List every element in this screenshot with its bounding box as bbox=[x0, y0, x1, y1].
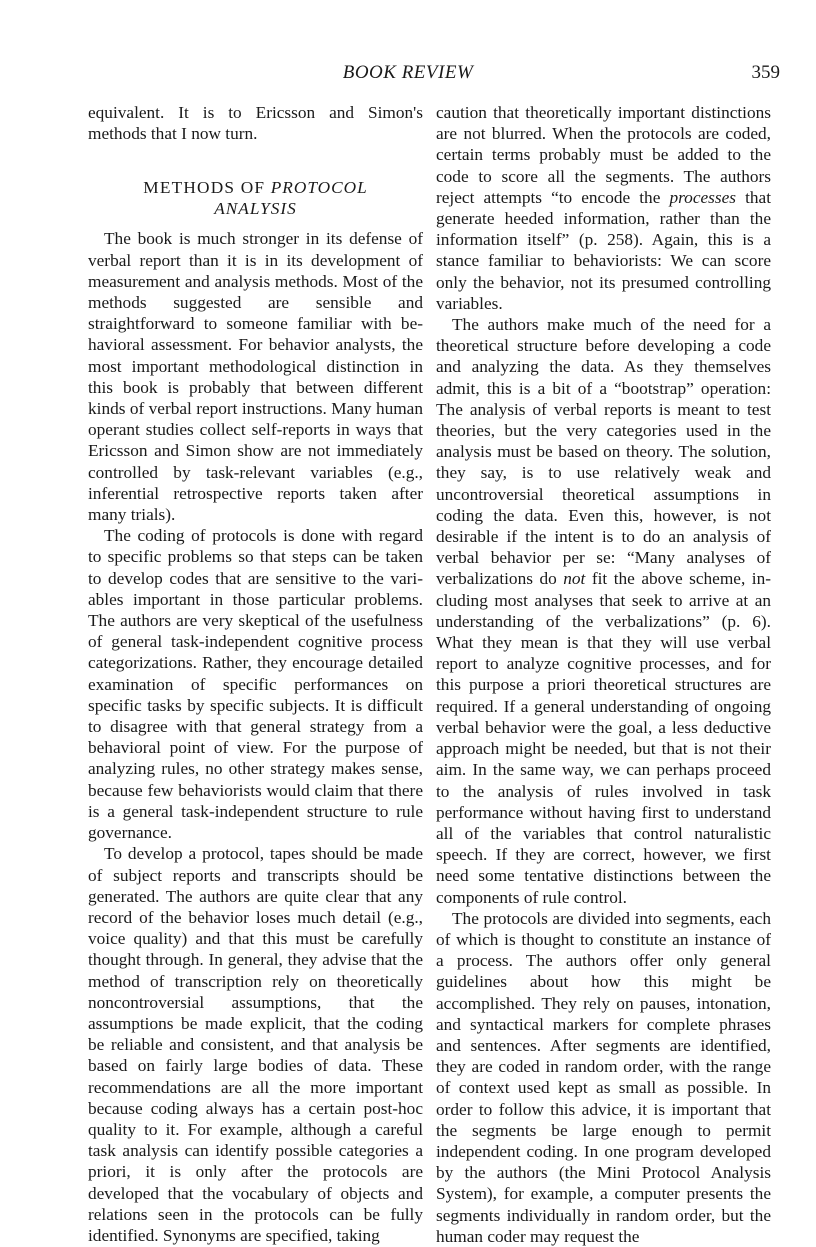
section-heading bbox=[88, 177, 423, 219]
paragraph bbox=[436, 314, 771, 908]
heading-part-3: ANALYSIS bbox=[214, 199, 297, 219]
paragraph: The protocols are divided into segments, each of which is thought to constitute an instance of a process. The authors offer only general guidelines about how this might be accomplished. They rely on pauses, intonation, and syntactical markers for complete phrases and sentences. After segments are identified, they are coded in random order, with the range of context used kept as small as possible. In order to follow this advice, it is important that the segments be large enough to permit independent coding. In one program developed by the authors (the Mini Protocol Analysis System), for example, a computer presents the segments individually in random order, but the human coder may request the bbox=[436, 908, 771, 1246]
text-run: The authors make much of the need for a theoretical structure before developing a code and analyzing the data. As they themselves admit, this is a bit of a “bootstrap” operation: The analysis of verbal reports is meant to test theories, but the very categories used in the analysis must be based on theory. The solution, they say, is to use relatively weak and uncontroversial theoretical assumptions in coding the data. Even this, however, is not desirable if the intent is to do an analysis of verbal behavior per se: “Many analyses of verbalizations do bbox=[436, 315, 771, 589]
paragraph: The book is much stronger in its defense of verbal report than it is in its development of measurement and analysis methods. Most of the methods suggested are sensible and straightforward to someone familiar with behavioral assessment. For behavior analysts, the most important methodological distinction in this book is probably that between different kinds of verbal report instructions. Many human operant studies collect self-reports in ways that Ericsson and Simon show are not immediately controlled by task-relevant variables (e.g., inferential retrospective reports taken after many trials). bbox=[88, 229, 423, 525]
italic-emphasis: not bbox=[563, 569, 586, 589]
heading-part-1: METHODS OF bbox=[143, 178, 271, 198]
heading-italic-word: PROTOCOL bbox=[270, 178, 368, 198]
text-run: caution that theoretically important distinctions are not blurred. When the protocols are coded, certain terms probably must be added to the code to score all the segments. The authors reject attempts “to encode the bbox=[436, 103, 771, 207]
paragraph-continued bbox=[436, 102, 771, 314]
paragraph: To develop a protocol, tapes should be made of subject reports and transcripts should be generated. The authors are quite clear that any record of the behavior loses much detail (e.g., voice quality) and that this must be carefully thought through. In general, they advise that the method of transcription rely on theoretically noncontroversial assumptions, that the assumptions be made explicit, that the coding be reliable and consistent, and that analysis be based on fairly large bodies of data. These recommendations are all the more important because coding always has a certain post-hoc quality to it. For example, although a careful task analysis can identify possible categories a priori, it is only after the protocols are developed that the vocabulary of objects and relations seen in the protocols can be fully identified. Synonyms are specified, taking bbox=[88, 844, 423, 1245]
left-column bbox=[88, 102, 423, 1246]
text-run: that generate heeded information, rather than the information itself” (p. 258). Again, this is a stance familiar to behaviorists: We can score only the behavior, not its presumed controlling variables. bbox=[436, 187, 772, 313]
running-title: BOOK REVIEW bbox=[342, 62, 474, 83]
text-run: fit the above scheme, including most analyses that seek to arrive at an understanding of the verbalizations” (p. 6). What they mean is that they will use verbal report to analyze cognitive processes, and for this purpose a priori theoretical structures are required. If a general understanding of ongoing verbal behavior were the goal, a less deductive approach might be needed, but that is not their aim. In the same way, we can perhaps proceed to the analysis of rules involved in task performance without having first to understand all of the variables that control naturalistic speech. If they are correct, however, we first need some tentative distinctions between the components of rule control. bbox=[436, 569, 771, 907]
right-column bbox=[436, 102, 771, 1247]
italic-emphasis: processes bbox=[669, 187, 737, 207]
paragraph: The coding of protocols is done with regard to specific problems so that steps can be taken to develop codes that are sensitive to the variables important in those particular problems. The authors are very skeptical of the usefulness of general task-independent cognitive process categorizations. Rather, they encourage detailed examination of specific performances on specific tasks by specific subjects. It is difficult to disagree with that general strategy from a behavioral point of view. For the purpose of analyzing rules, no other strategy makes sense, because few behaviorists would claim that there is a general task-independent structure to rule governance. bbox=[88, 526, 423, 843]
page-number: 359 bbox=[751, 62, 780, 83]
paragraph-continued: equivalent. It is to Ericsson and Simon's methods that I now turn. bbox=[88, 103, 423, 144]
